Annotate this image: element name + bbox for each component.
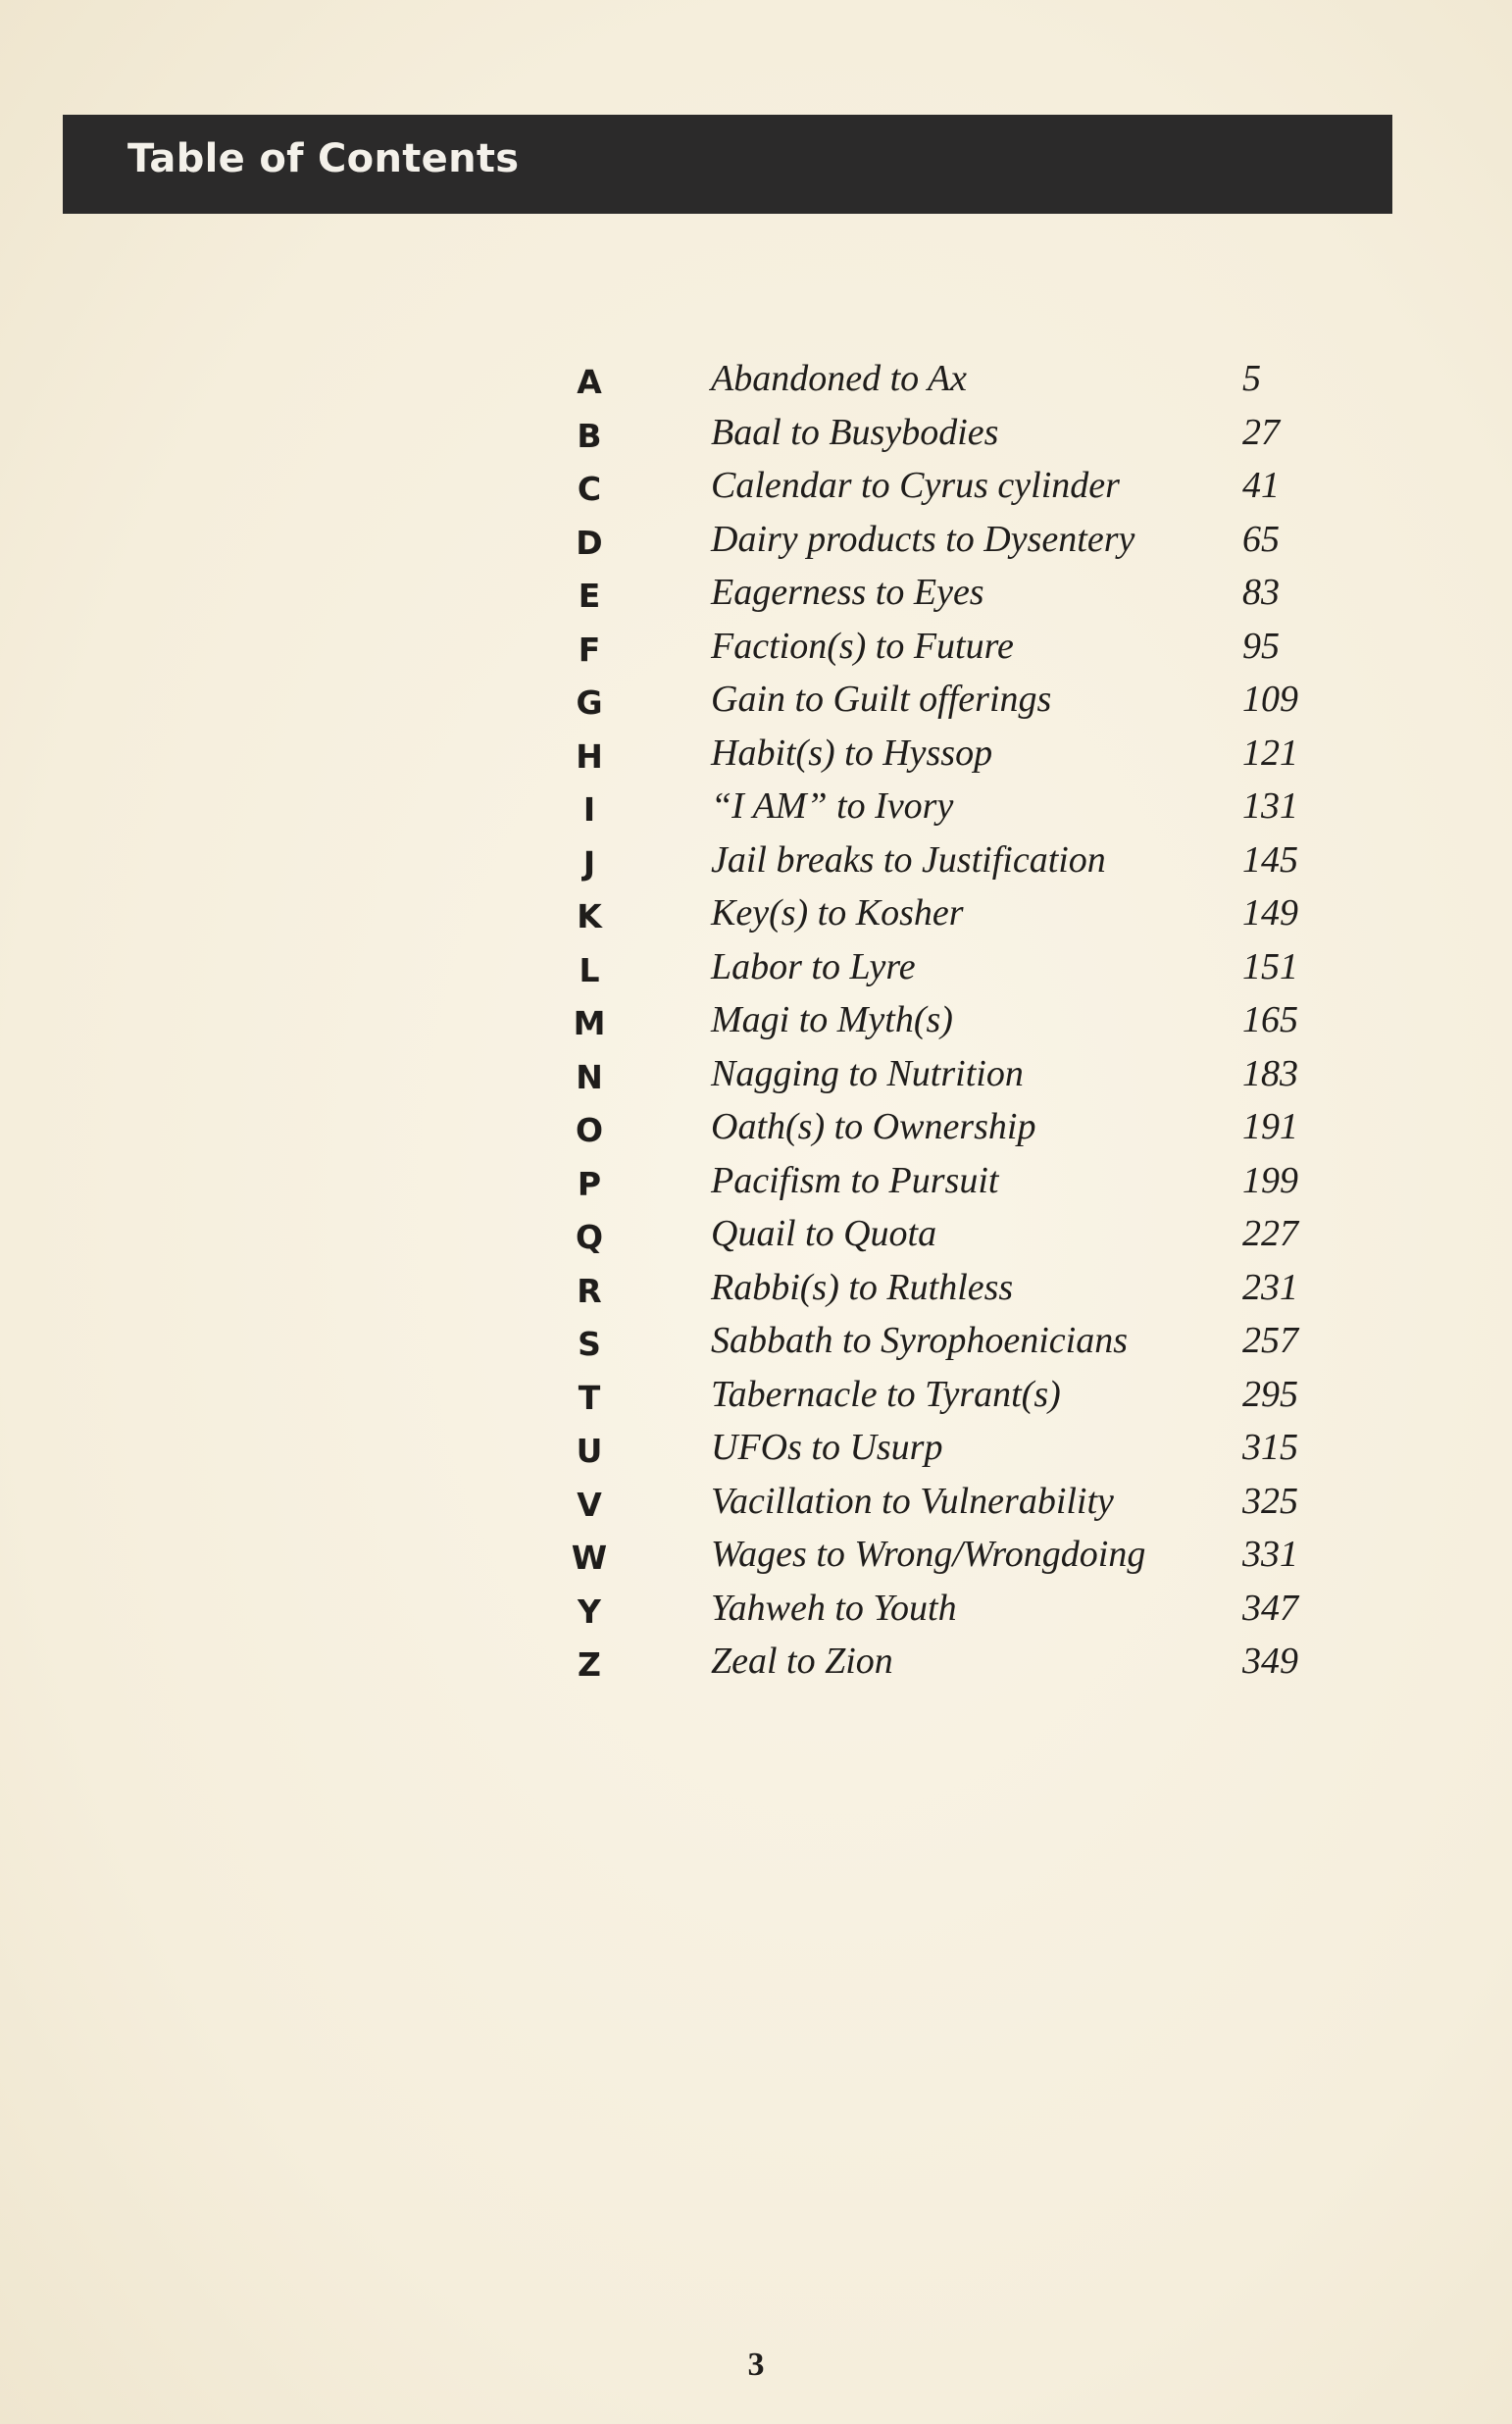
toc-page-number: 109: [1242, 679, 1298, 720]
toc-entry-e: [549, 571, 1334, 625]
toc-letter: C: [577, 470, 602, 508]
toc-title: Baal to Busybodies: [711, 411, 999, 453]
toc-entry-p: [549, 1159, 1334, 1213]
toc-letter: B: [577, 416, 602, 455]
toc-letter: M: [573, 1004, 606, 1042]
toc-page-number: 325: [1242, 1480, 1298, 1522]
toc-page-number: 41: [1242, 465, 1280, 506]
toc-entry-k: [549, 891, 1334, 945]
toc-page-number: 227: [1242, 1213, 1298, 1254]
toc-page-number: 331: [1242, 1534, 1298, 1575]
toc-letter: S: [578, 1325, 601, 1363]
toc-letter: Z: [578, 1645, 601, 1684]
toc-page-number: 149: [1242, 892, 1298, 934]
toc-letter: N: [576, 1057, 603, 1096]
toc-title: Dairy products to Dysentery: [711, 518, 1135, 560]
toc-title: Jail breaks to Justification: [711, 838, 1106, 881]
toc-title: Magi to Myth(s): [711, 999, 953, 1040]
toc-page-number: 349: [1242, 1641, 1298, 1682]
toc-entry-w: [549, 1533, 1334, 1587]
toc-entry-t: [549, 1373, 1334, 1427]
toc-entry-b: [549, 411, 1334, 465]
toc-page-number: 145: [1242, 838, 1298, 881]
toc-page-number: 151: [1242, 945, 1298, 987]
title-bar: [63, 115, 1392, 214]
toc-letter: I: [582, 790, 596, 829]
toc-title: Sabbath to Syrophoenicians: [711, 1320, 1128, 1361]
toc-page-number: 295: [1242, 1373, 1298, 1415]
toc-title: Pacifism to Pursuit: [711, 1159, 999, 1201]
toc-page-number: 199: [1242, 1159, 1298, 1201]
toc-title: Rabbi(s) to Ruthless: [711, 1266, 1014, 1308]
toc-title: Tabernacle to Tyrant(s): [711, 1373, 1061, 1415]
toc-entry-c: [549, 464, 1334, 518]
toc-entry-i: [549, 784, 1334, 838]
toc-page-number: 257: [1242, 1320, 1298, 1361]
toc-entry-h: [549, 732, 1334, 785]
toc-entry-d: [549, 518, 1334, 572]
toc-entry-n: [549, 1052, 1334, 1106]
toc-page-number: 121: [1242, 732, 1298, 774]
toc-entry-g: [549, 678, 1334, 732]
toc-title: Nagging to Nutrition: [711, 1052, 1024, 1094]
toc-title: Gain to Guilt offerings: [711, 679, 1052, 720]
toc-page-number: 347: [1242, 1587, 1298, 1629]
toc-title: Quail to Quota: [711, 1213, 937, 1254]
toc-letter: Q: [575, 1218, 604, 1256]
toc-letter: O: [575, 1111, 604, 1149]
toc-page-number: 183: [1242, 1052, 1298, 1094]
toc-letter: P: [577, 1164, 602, 1203]
toc-entry-o: [549, 1105, 1334, 1159]
toc-entry-z: [549, 1640, 1334, 1693]
toc-page-number: 131: [1242, 785, 1298, 827]
toc-letter: V: [577, 1485, 602, 1524]
toc-entry-j: [549, 838, 1334, 892]
toc-entry-f: [549, 625, 1334, 679]
toc-entry-v: [549, 1480, 1334, 1534]
toc-entry-y: [549, 1587, 1334, 1641]
toc-title: UFOs to Usurp: [711, 1427, 943, 1468]
page-number: 3: [747, 2347, 765, 2383]
toc-page-number: 65: [1242, 518, 1280, 560]
toc-page-number: 315: [1242, 1427, 1298, 1468]
toc-entry-a: [549, 357, 1334, 411]
toc-title: Zeal to Zion: [711, 1641, 893, 1682]
toc-page-number: 83: [1242, 572, 1280, 613]
toc-title: Oath(s) to Ownership: [711, 1106, 1036, 1147]
page-title: Table of Contents: [127, 136, 520, 181]
toc-letter: G: [576, 683, 603, 722]
toc-letter: H: [576, 736, 603, 776]
toc-letter: W: [571, 1539, 608, 1577]
toc-letter: Y: [578, 1591, 601, 1631]
toc-title: Eagerness to Eyes: [711, 572, 984, 613]
toc-letter: F: [578, 630, 601, 669]
toc-letter: T: [578, 1378, 601, 1417]
toc-letter: U: [576, 1432, 603, 1470]
toc-title: “I AM” to Ivory: [711, 785, 954, 827]
toc-entry-m: [549, 998, 1334, 1052]
toc-title: Habit(s) to Hyssop: [711, 732, 993, 774]
toc-entry-l: [549, 945, 1334, 999]
toc-page-number: 165: [1242, 999, 1298, 1040]
toc-page-number: 5: [1242, 358, 1261, 399]
toc-entry-r: [549, 1266, 1334, 1320]
toc-title: Vacillation to Vulnerability: [711, 1480, 1114, 1522]
toc-title: Faction(s) to Future: [711, 625, 1014, 667]
toc-entry-u: [549, 1426, 1334, 1480]
toc-letter: R: [577, 1271, 602, 1310]
toc-page-number: 231: [1242, 1266, 1298, 1308]
toc-title: Wages to Wrong/Wrongdoing: [711, 1534, 1146, 1575]
toc-letter: K: [577, 897, 602, 935]
toc-title: Abandoned to Ax: [711, 358, 968, 399]
toc-entry-q: [549, 1212, 1334, 1266]
toc-page-number: 27: [1242, 411, 1280, 453]
toc-letter: A: [577, 363, 602, 401]
toc-page-number: 95: [1242, 625, 1280, 667]
toc-entry-s: [549, 1319, 1334, 1373]
toc-letter: E: [578, 577, 601, 615]
table-of-contents: [549, 357, 1334, 1693]
toc-title: Calendar to Cyrus cylinder: [711, 465, 1120, 506]
toc-page-number: 191: [1242, 1106, 1298, 1147]
toc-letter: L: [579, 950, 600, 989]
toc-title: Labor to Lyre: [711, 945, 916, 987]
toc-title: Key(s) to Kosher: [711, 892, 964, 934]
toc-title: Yahweh to Youth: [711, 1587, 957, 1629]
toc-letter: J: [582, 843, 596, 883]
toc-letter: D: [576, 523, 603, 562]
